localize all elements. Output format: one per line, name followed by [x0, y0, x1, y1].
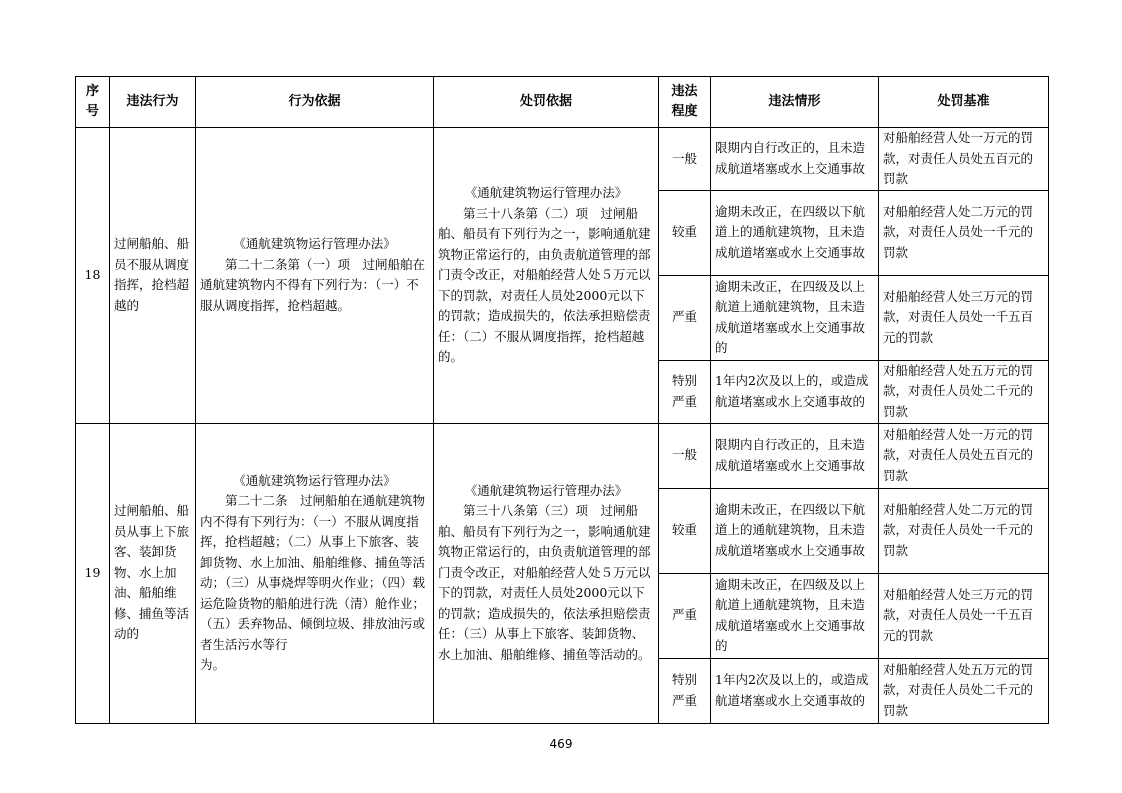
row-act: 过闸船舶、船员不服从调度指挥，抢档超越的 — [110, 128, 196, 424]
basis-article: 第二十二条 过闸船舶在通航建筑物内不得有下列行为：（一）不服从调度指挥，抢档超越；（二）从事上下旅客、装卸货物、水上加油、船舶维修、捕鱼等活动；（三）从事烧焊等明火作业；（四）载运危险货物的船舶进行洗（清）舱作业；（五）丢弃物品、倾倒垃圾、排放油污或者生活污水等行 — [200, 493, 426, 652]
header-act: 违法行为 — [110, 77, 196, 128]
standard-cell: 对船舶经营人处一万元的罚款，对责任人员处五百元的罚款 — [879, 423, 1049, 488]
penalty-article: 第三十八条第（三）项 过闸船舶、船员有下列行为之一，影响通航建筑物正常运行的，由负责航道管理的部门责令改正，对船舶经营人处５万元以下的罚款，对责任人员处2000元以下的罚款；造成损失的，依法承担赔偿责任：（三）从事上下旅客、装卸货物、水上加油、船舶维修、捕鱼等活动的。 — [438, 503, 651, 662]
basis-law-title: 《通航建筑物运行管理办法》 — [233, 236, 396, 252]
row-basis — [196, 128, 434, 424]
standard-cell: 对船舶经营人处一万元的罚款，对责任人员处五百元的罚款 — [879, 128, 1049, 191]
penalty-article: 第三十八条第（二）项 过闸船舶、船员有下列行为之一，影响通航建筑物正常运行的，由负责航道管理的部门责令改正，对船舶经营人处５万元以下的罚款，对责任人员处2000元以下的罚款；造成损失的，依法承担赔偿责任：（二）不服从调度指挥，抢档超越的。 — [438, 205, 651, 364]
standard-cell: 对船舶经营人处五万元的罚款，对责任人员处二千元的罚款 — [879, 360, 1049, 423]
row-seq: 19 — [76, 423, 110, 723]
page-number: 469 — [549, 737, 573, 751]
degree-cell: 一般 — [659, 423, 711, 488]
situation-cell: 逾期未改正，在四级以下航道上的通航建筑物，且未造成航道堵塞或水上交通事故 — [711, 488, 879, 573]
standard-cell: 对船舶经营人处二万元的罚款，对责任人员处一千元的罚款 — [879, 190, 1049, 275]
header-standard: 处罚基准 — [879, 77, 1049, 128]
row-basis — [196, 423, 434, 723]
header-situation: 违法情形 — [711, 77, 879, 128]
penalty-law-title: 《通航建筑物运行管理办法》 — [464, 482, 628, 498]
standard-cell: 对船舶经营人处五万元的罚款，对责任人员处二千元的罚款 — [879, 658, 1049, 723]
situation-cell: 1年内2次及以上的，或造成航道堵塞或水上交通事故的 — [711, 658, 879, 723]
degree-cell: 严重 — [659, 573, 711, 658]
situation-cell: 限期内自行改正的，且未造成航道堵塞或水上交通事故 — [711, 128, 879, 191]
degree-cell: 较重 — [659, 190, 711, 275]
penalty-law-title: 《通航建筑物运行管理办法》 — [464, 185, 628, 200]
situation-cell: 限期内自行改正的，且未造成航道堵塞或水上交通事故 — [711, 423, 879, 488]
standard-cell: 对船舶经营人处三万元的罚款，对责任人员处一千五百元的罚款 — [879, 275, 1049, 360]
row-seq: 18 — [76, 128, 110, 424]
basis-article-tail: 为。 — [200, 657, 226, 672]
header-basis: 行为依据 — [196, 77, 434, 128]
standard-cell: 对船舶经营人处二万元的罚款，对责任人员处一千元的罚款 — [879, 488, 1049, 573]
degree-cell: 特别严重 — [659, 658, 711, 723]
table-header-row — [76, 77, 1049, 128]
situation-cell: 逾期未改正，在四级以下航道上的通航建筑物，且未造成航道堵塞或水上交通事故 — [711, 190, 879, 275]
table-row — [76, 423, 1049, 488]
degree-cell: 较重 — [659, 488, 711, 573]
basis-article: 第二十二条第（一）项 过闸船舶在通航建筑物内不得有下列行为：（一）不服从调度指挥，抢档超越。 — [200, 256, 426, 313]
header-degree: 违法程度 — [659, 77, 711, 128]
basis-law-title: 《通航建筑物运行管理办法》 — [233, 472, 396, 488]
situation-cell: 逾期未改正，在四级及以上航道上通航建筑物，且未造成航道堵塞或水上交通事故的 — [711, 573, 879, 658]
header-penalty-basis: 处罚依据 — [434, 77, 659, 128]
row-penalty-basis — [434, 128, 659, 424]
standard-cell: 对船舶经营人处三万元的罚款，对责任人员处一千五百元的罚款 — [879, 573, 1049, 658]
situation-cell: 1年内2次及以上的，或造成航道堵塞或水上交通事故的 — [711, 360, 879, 423]
penalty-standard-table — [75, 76, 1049, 724]
header-seq: 序号 — [76, 77, 110, 128]
degree-cell: 一般 — [659, 128, 711, 191]
table-row — [76, 128, 1049, 191]
situation-cell: 逾期未改正，在四级及以上航道上通航建筑物，且未造成航道堵塞或水上交通事故的 — [711, 275, 879, 360]
degree-cell: 严重 — [659, 275, 711, 360]
degree-cell: 特别严重 — [659, 360, 711, 423]
row-penalty-basis — [434, 423, 659, 723]
row-act: 过闸船舶、船员从事上下旅客、装卸货物、水上加油、船舶维修、捕鱼等活动的 — [110, 423, 196, 723]
